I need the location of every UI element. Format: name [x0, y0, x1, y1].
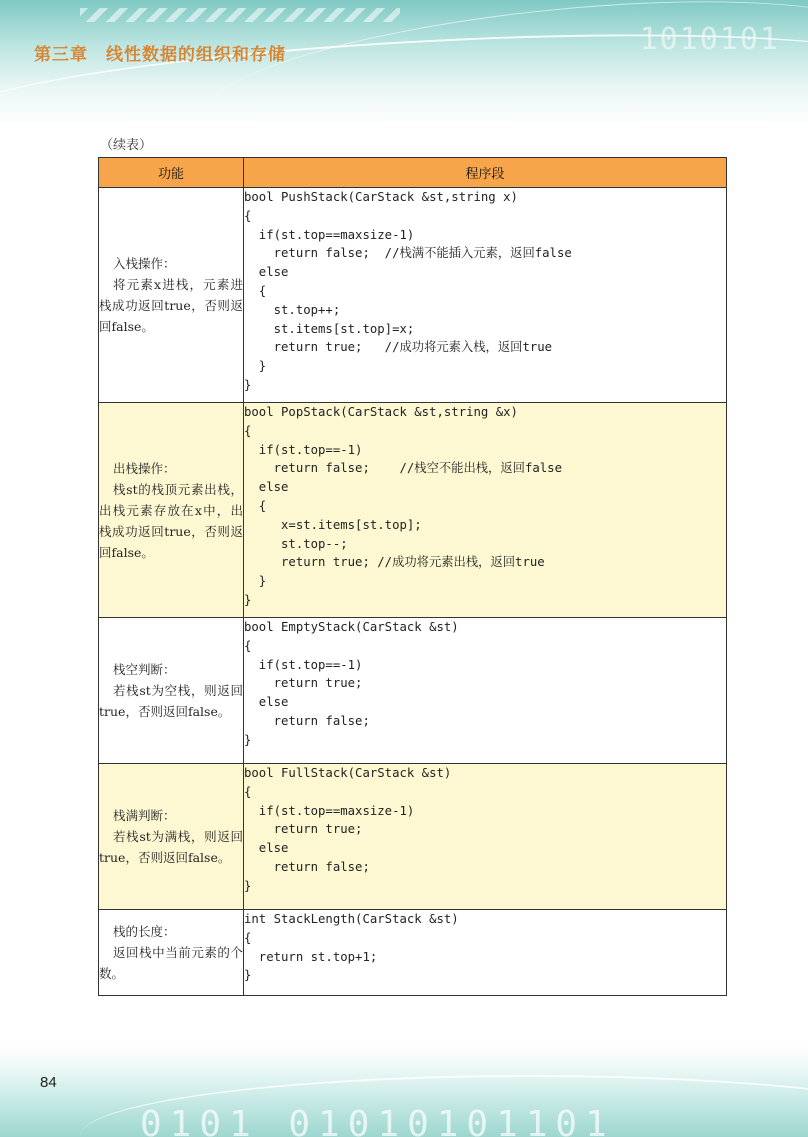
function-title: 栈空判断：	[113, 662, 176, 677]
column-header-function: 功能	[99, 158, 244, 188]
function-title: 栈的长度：	[113, 924, 176, 939]
table-row-empty	[99, 618, 727, 764]
column-header-code: 程序段	[244, 158, 727, 188]
function-cell	[99, 910, 244, 996]
header-zigzag-decoration	[80, 8, 400, 22]
table-continued-label: （续表）	[100, 138, 153, 153]
page-number: 84	[40, 1074, 57, 1091]
code-cell	[244, 764, 727, 910]
code-cell	[244, 403, 727, 618]
chapter-number: 第三章	[34, 45, 88, 65]
function-description: 栈st的栈顶元素出栈，出栈元素存放在x中，出栈成功返回true，否则返回false。	[99, 481, 243, 560]
table-row-pop	[99, 403, 727, 618]
function-cell	[99, 764, 244, 910]
code-cell	[244, 910, 727, 996]
header-binary-watermark: 1010101	[639, 22, 780, 57]
chapter-title: 线性数据的组织和存储	[106, 45, 286, 65]
code-snippet-push: bool PushStack(CarStack &st,string x) { if(st.top==maxsize-1) return false; //栈满不能插入元素，返回false else { st.top++; st.items[st.top]=x; return true; //成功将元素入栈，返回true } }	[244, 190, 572, 392]
function-title: 栈满判断：	[113, 808, 176, 823]
function-description: 若栈st为满栈，则返回true，否则返回false。	[99, 829, 243, 865]
footer-decoration	[0, 1045, 808, 1137]
function-title: 出栈操作：	[113, 460, 176, 476]
table-header-row	[99, 158, 727, 188]
code-snippet-empty: bool EmptyStack(CarStack &st) { if(st.top==-1) return true; else return false; }	[244, 620, 459, 747]
chapter-heading	[34, 40, 286, 65]
function-description: 返回栈中当前元素的个数。	[99, 945, 243, 981]
stack-operations-table	[98, 157, 727, 996]
function-cell	[99, 403, 244, 618]
function-description: 若栈st为空栈，则返回true，否则返回false。	[99, 683, 243, 719]
function-title: 入栈操作：	[113, 256, 176, 271]
code-cell	[244, 618, 727, 764]
function-cell	[99, 188, 244, 403]
code-snippet-pop: bool PopStack(CarStack &st,string &x) { if(st.top==-1) return false; //栈空不能出栈，返回false else { x=st.items[st.top]; st.top--; return true; //成功将元素出栈，返回true } }	[244, 405, 562, 607]
footer-binary-watermark: 0101 01010101101	[140, 1104, 615, 1137]
function-cell	[99, 618, 244, 764]
code-snippet-length: int StackLength(CarStack &st) { return st.top+1; }	[244, 912, 459, 983]
code-snippet-full: bool FullStack(CarStack &st) { if(st.top==maxsize-1) return true; else return false; }	[244, 766, 452, 893]
table-row-length	[99, 910, 727, 996]
code-cell	[244, 188, 727, 403]
table-row-full	[99, 764, 727, 910]
function-description: 将元素x进栈，元素进栈成功返回true，否则返回false。	[99, 277, 243, 334]
table-row-push	[99, 188, 727, 403]
